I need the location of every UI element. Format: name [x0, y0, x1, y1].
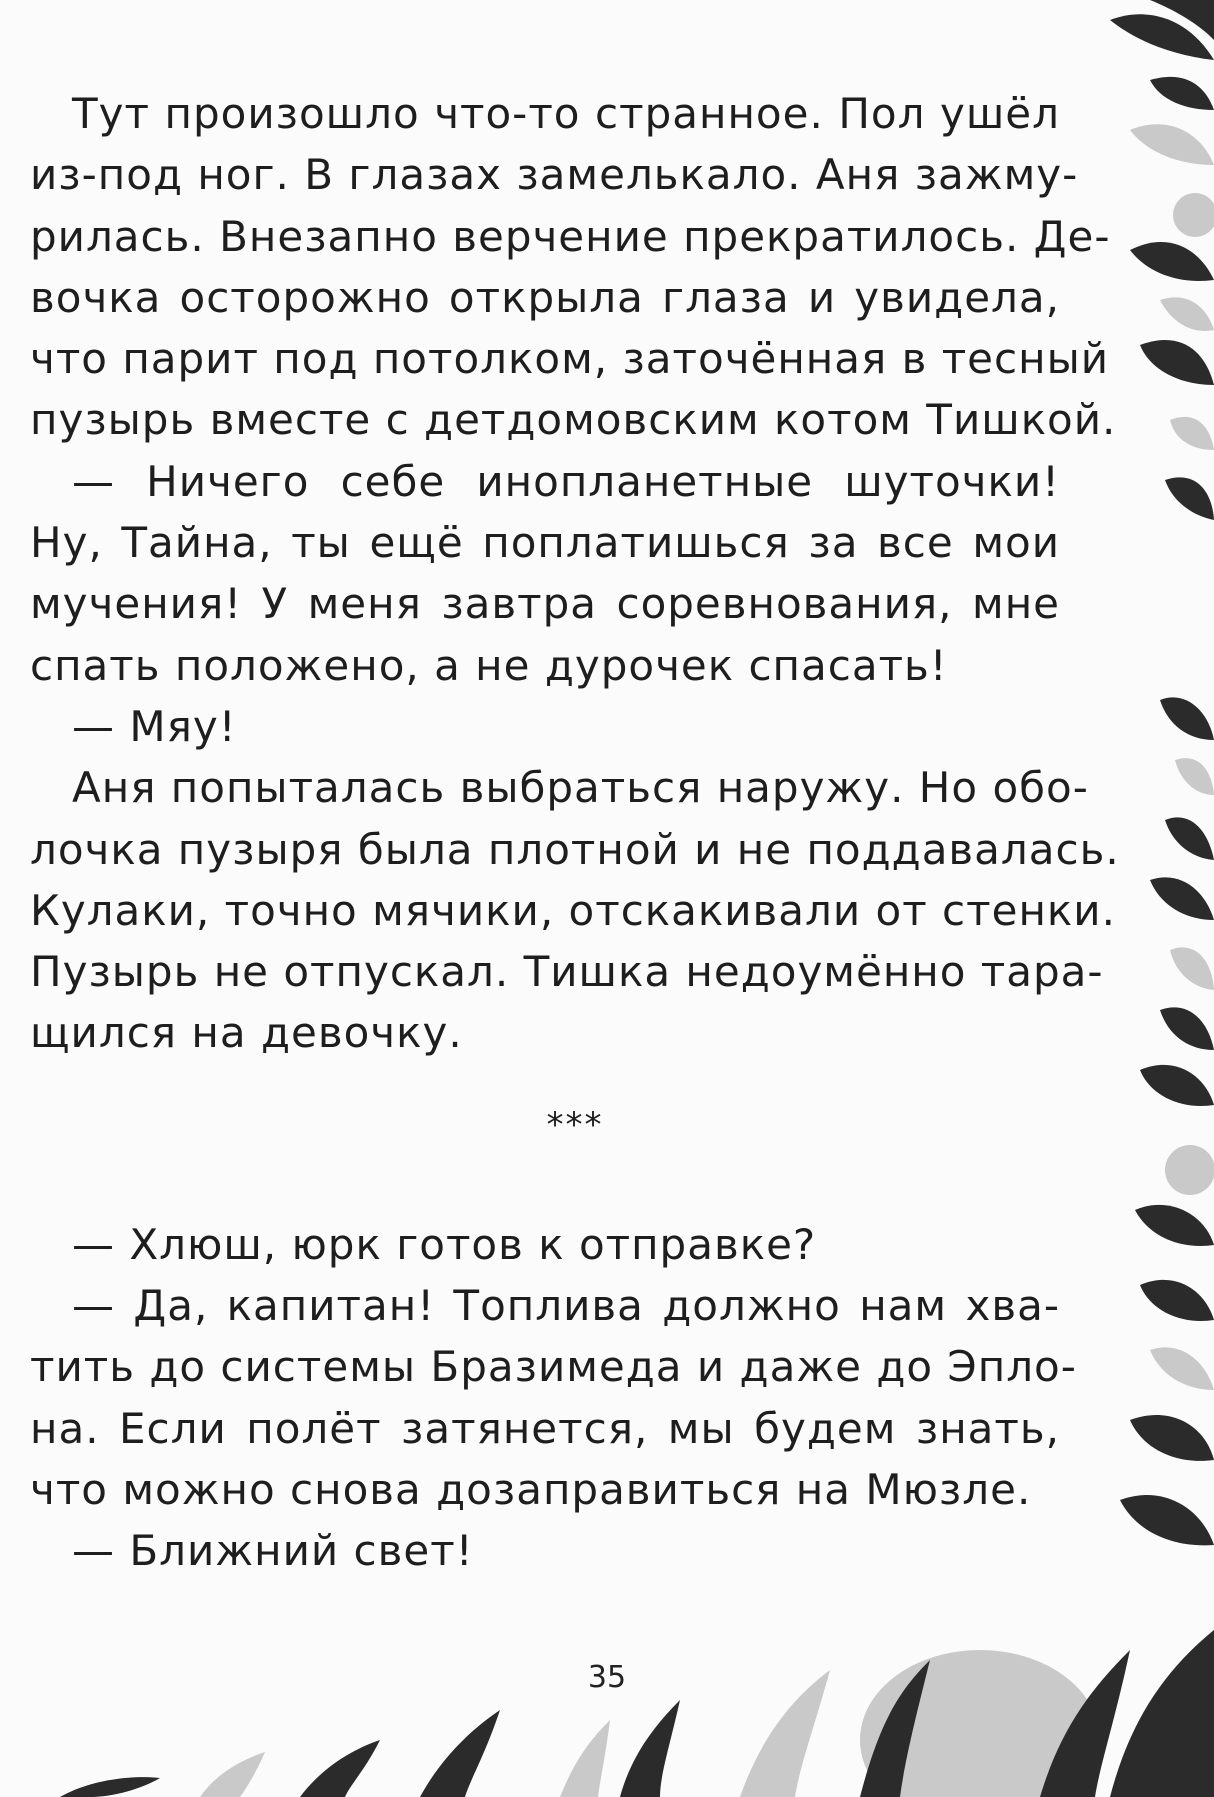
bottom-grass — [60, 1630, 1214, 1797]
text-line: спать положено, а не дурочек спасать! — [30, 640, 948, 690]
text-line: мучения! У меня завтра соревнования, мне — [30, 579, 1060, 629]
text-line: Пузырь не отпускал. Тишка недоумённо тара- — [30, 947, 1104, 997]
text-line: рилась. Внезапно верчение прекратилось. Де- — [30, 211, 1111, 261]
right-side-leaves — [1110, 0, 1214, 1545]
scene-break-separator: *** — [546, 1104, 604, 1145]
text-line: — Ничего себе инопланетные шуточки! — [72, 456, 1060, 506]
text-line: Ну, Тайна, ты ещё поплатишься за все мои — [30, 518, 1060, 568]
text-line: пузырь вместе с детдомовским котом Тишкой. — [30, 395, 1117, 445]
text-line: лочка пузыря была плотной и не поддавалась. — [30, 824, 1120, 874]
text-line: что можно снова дозаправиться на Мюзле. — [30, 1464, 1032, 1514]
text-line: — Да, капитан! Топлива должно нам хва- — [72, 1281, 1060, 1331]
text-line: — Мяу! — [72, 701, 237, 751]
text-line: Аня попыталась выбраться наружу. Но обо- — [72, 763, 1089, 813]
text-line: Тут произошло что-то странное. Пол ушёл — [72, 89, 1060, 138]
text-line: тить до системы Бразимеда и даже до Эпло- — [30, 1342, 1077, 1392]
text-part-1 — [30, 83, 1120, 1064]
text-line: из-под ног. В глазах замелькало. Аня зажму- — [30, 150, 1079, 200]
text-line: — Хлюш, юрк готов к отправке? — [72, 1219, 817, 1269]
text-line: — Ближний свет! — [72, 1526, 474, 1576]
text-line: на. Если полёт затянется, мы будем знать, — [30, 1403, 1060, 1453]
text-line: что парит под потолком, заточённая в тесный — [30, 334, 1110, 384]
text-line: щился на девочку. — [30, 1008, 463, 1058]
text-part-2 — [30, 1214, 1077, 1582]
page-number: 35 — [587, 1660, 627, 1695]
body-text — [30, 83, 1120, 1582]
text-line: Кулаки, точно мячики, отскакивали от стенки. — [30, 885, 1116, 935]
text-line: вочка осторожно открыла глаза и увидела, — [30, 272, 1060, 322]
